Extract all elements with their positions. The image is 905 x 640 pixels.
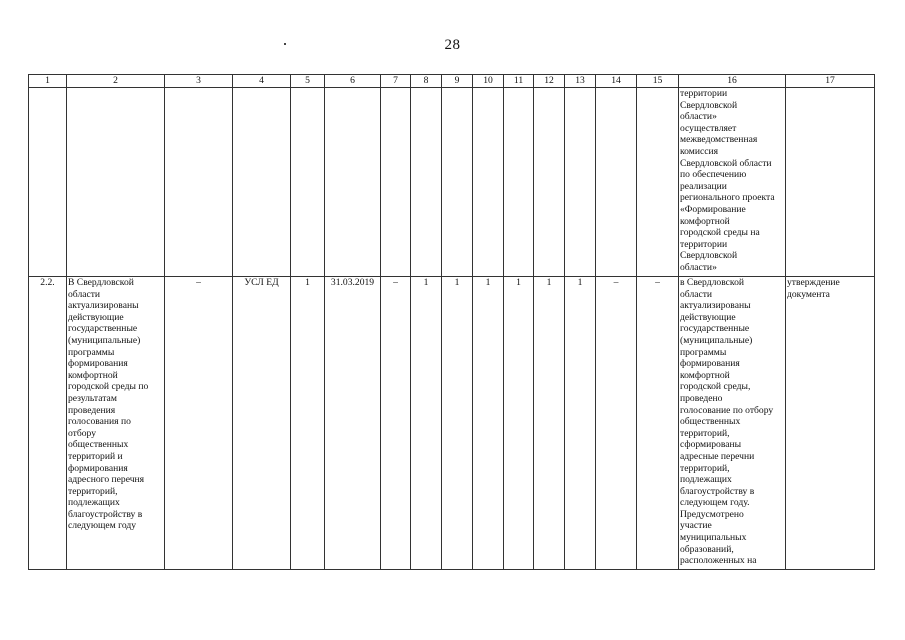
- table-cell: [233, 88, 291, 277]
- table-cell: –: [637, 277, 679, 570]
- item-number-cell: 2.2.: [29, 277, 67, 570]
- column-number: 14: [596, 75, 637, 88]
- table-cell: 1: [473, 277, 504, 570]
- result-type-cell: утверждение документа: [786, 277, 875, 570]
- page-number: 28: [444, 37, 461, 53]
- result-description-cell: территории Свердловской области» осуществляет межведомственная комиссия Свердловской области по обеспечению реализации регионального проекта «Формирование комфортной городской среды на территории Свердловской области»: [679, 88, 786, 277]
- table-cell: 1: [504, 277, 534, 570]
- result-description-cell: в Свердловской области актуализированы действующие государственные (муниципальные) программы формирования комфортной городской среды, проведено голосование по отбору общественных территорий, сформированы адресные перечни территорий, подлежащих благоустройству в следующем году. Предусмотрено участие муниципальных образований, расположенных на: [679, 277, 786, 570]
- plan-table: [28, 74, 875, 570]
- scan-speck: [284, 43, 286, 45]
- column-number: 2: [67, 75, 165, 88]
- column-number: 6: [325, 75, 381, 88]
- column-number: 13: [565, 75, 596, 88]
- column-number: 9: [442, 75, 473, 88]
- table-cell: [637, 88, 679, 277]
- table-cell: [325, 88, 381, 277]
- table-cell: [596, 88, 637, 277]
- table-cell: [786, 88, 875, 277]
- table-cell: 1: [442, 277, 473, 570]
- table-cell: [534, 88, 565, 277]
- task-description-cell: В Свердловской области актуализированы действующие государственные (муниципальные) программы формирования комфортной городской среды по результатам проведения голосования по отбору общественных территорий и формирования адресного перечня территорий, подлежащих благоустройству в следующем году: [67, 277, 165, 570]
- table-cell: [504, 88, 534, 277]
- deadline-cell: 31.03.2019: [325, 277, 381, 570]
- table-cell: [473, 88, 504, 277]
- table-cell: [67, 88, 165, 277]
- table-cell: 1: [291, 277, 325, 570]
- column-number: 3: [165, 75, 233, 88]
- table-cell: –: [596, 277, 637, 570]
- table-cell: 1: [411, 277, 442, 570]
- table-row: [29, 88, 875, 277]
- table-row: [29, 277, 875, 570]
- column-number: 8: [411, 75, 442, 88]
- unit-cell: УСЛ ЕД: [233, 277, 291, 570]
- column-number: 5: [291, 75, 325, 88]
- column-number: 15: [637, 75, 679, 88]
- table-cell: [165, 88, 233, 277]
- table-cell: [381, 88, 411, 277]
- column-number: 12: [534, 75, 565, 88]
- table-cell: –: [381, 277, 411, 570]
- table-cell: [29, 88, 67, 277]
- table-cell: –: [165, 277, 233, 570]
- table-cell: [565, 88, 596, 277]
- table-cell: 1: [534, 277, 565, 570]
- column-number: 11: [504, 75, 534, 88]
- column-number-row: [29, 75, 875, 88]
- table-cell: 1: [565, 277, 596, 570]
- table-cell: [291, 88, 325, 277]
- column-number: 17: [786, 75, 875, 88]
- column-number: 7: [381, 75, 411, 88]
- column-number: 10: [473, 75, 504, 88]
- column-number: 1: [29, 75, 67, 88]
- column-number: 16: [679, 75, 786, 88]
- column-number: 4: [233, 75, 291, 88]
- table-cell: [442, 88, 473, 277]
- table-cell: [411, 88, 442, 277]
